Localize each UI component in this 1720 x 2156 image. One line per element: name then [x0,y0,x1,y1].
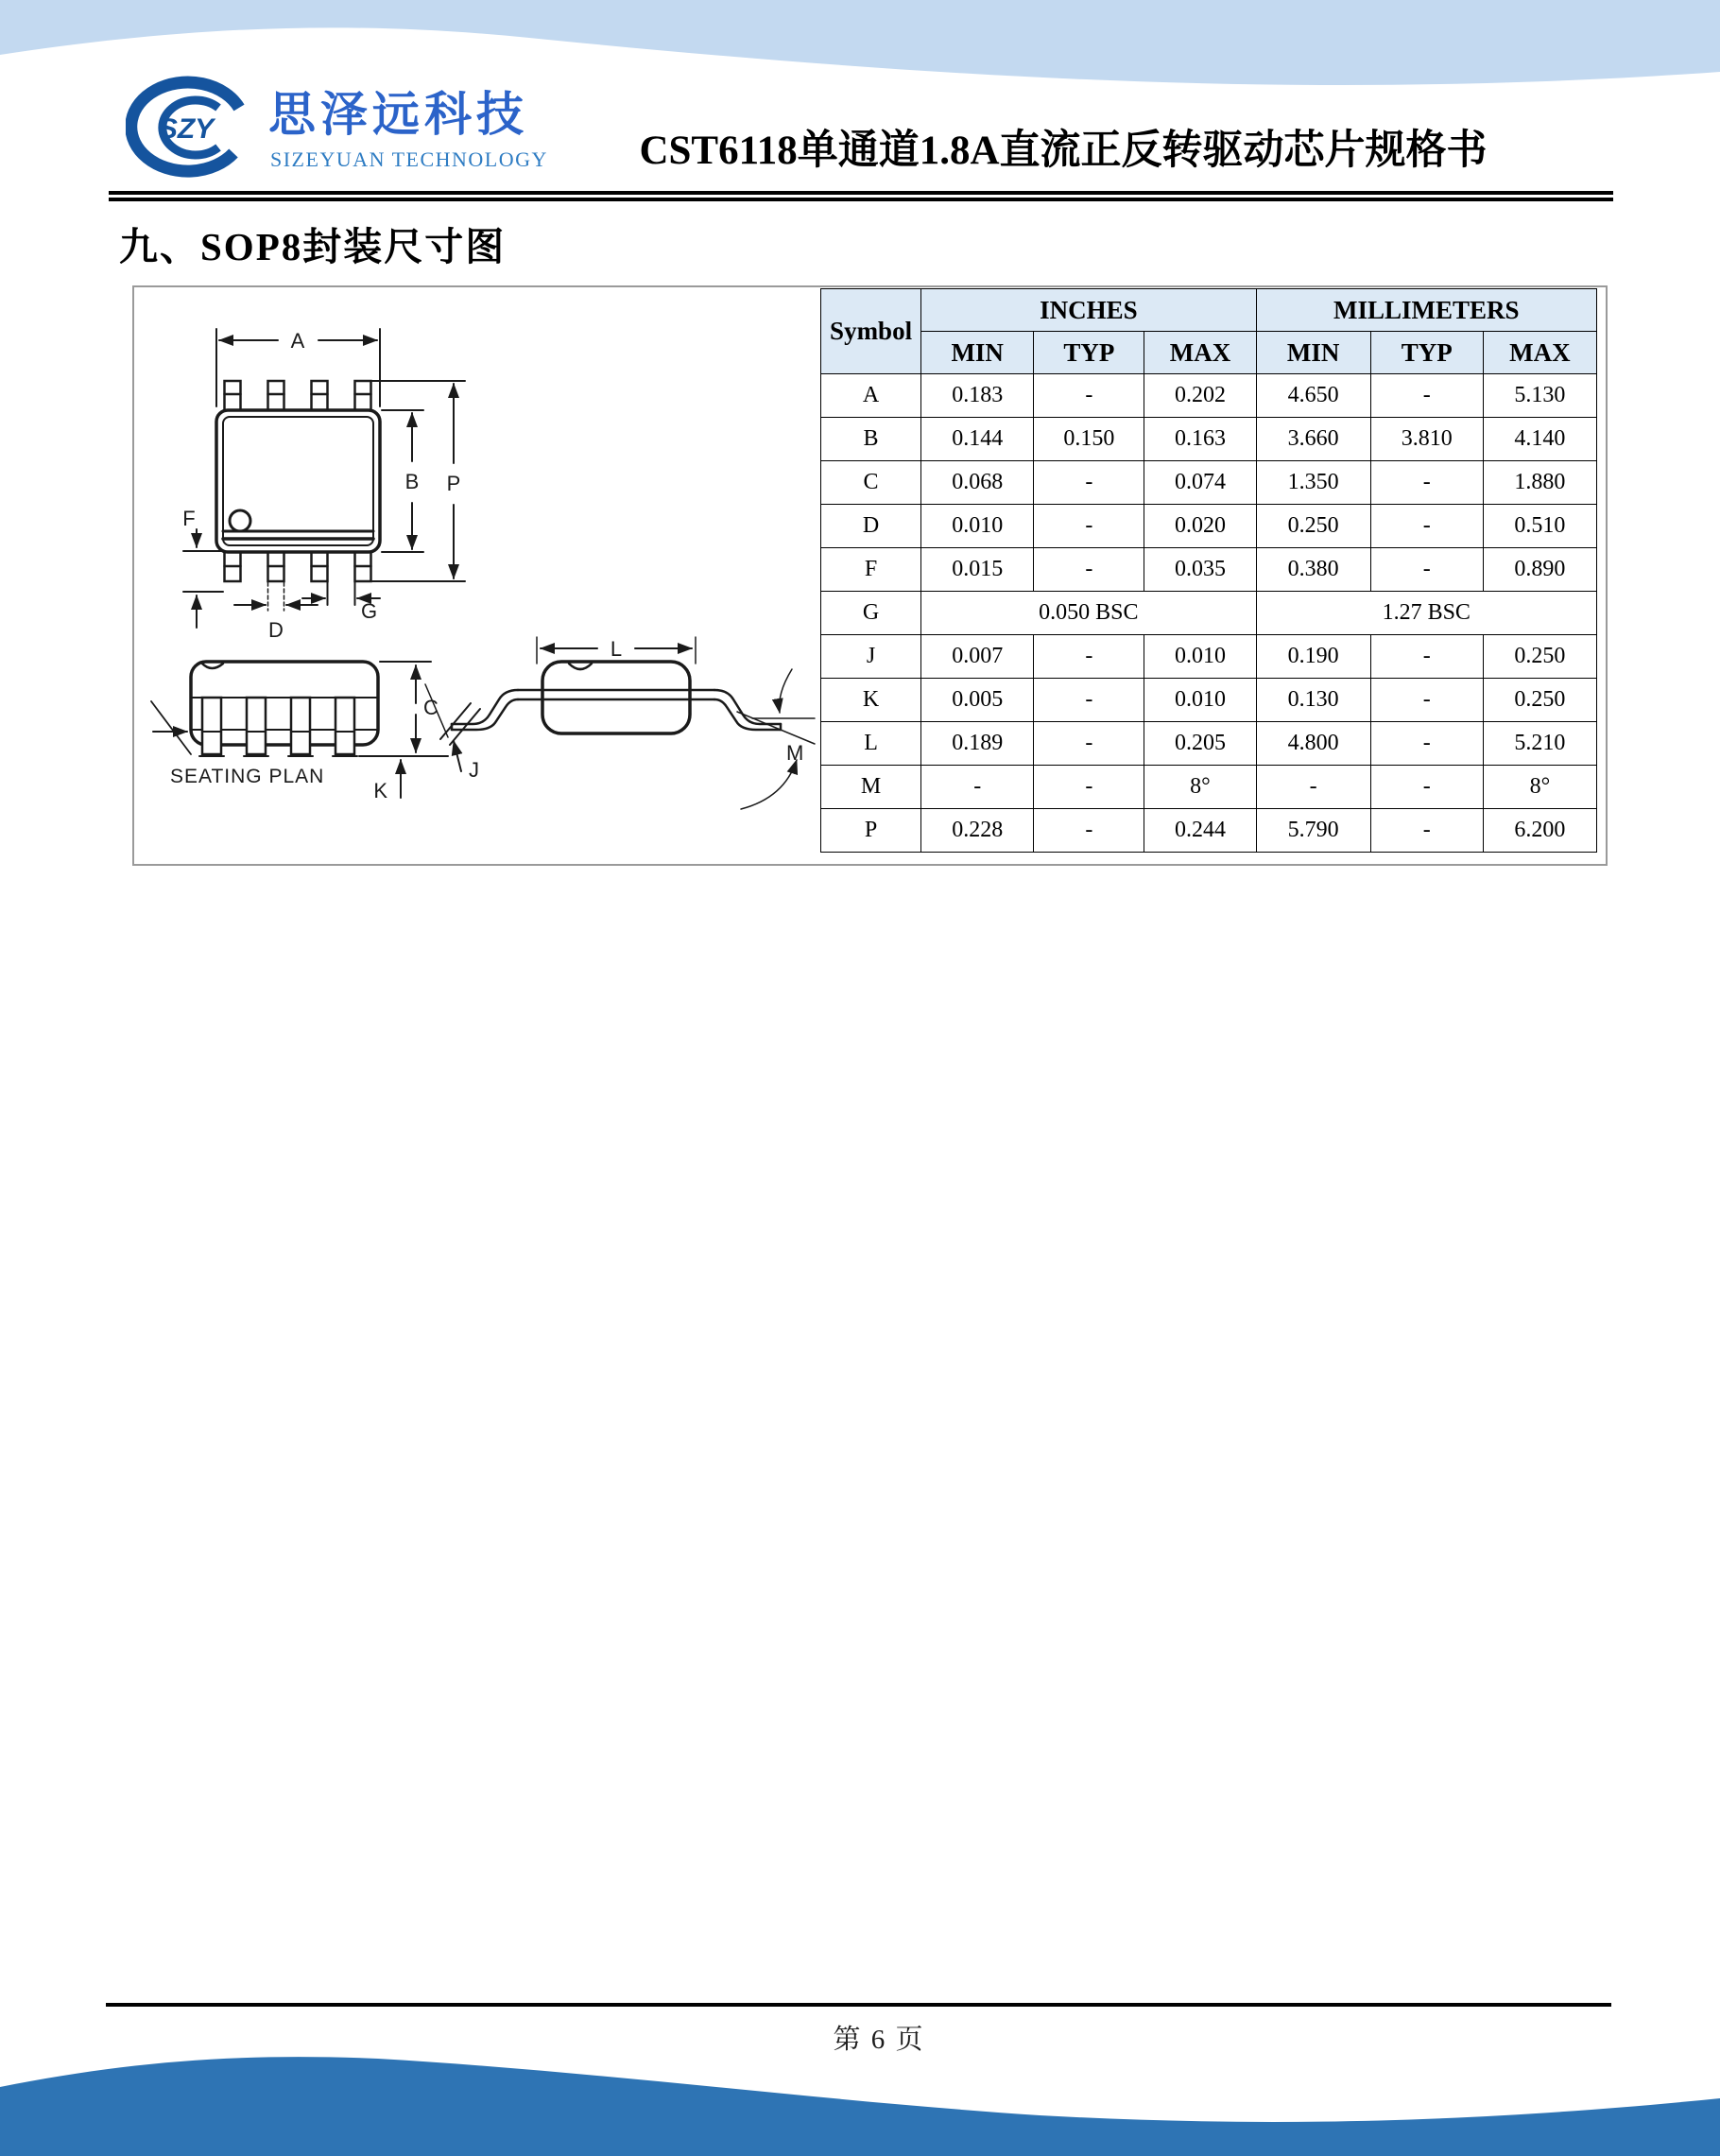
value-cell: - [1034,505,1144,548]
company-logo-icon [126,76,258,187]
value-cell: - [1034,374,1144,418]
value-cell: - [1370,766,1483,809]
page-number: 第 6 页 [833,2025,925,2055]
company-name-cn: 思泽远科技 [268,88,528,141]
value-cell: 1.880 [1483,461,1596,505]
symbol-cell: A [821,374,921,418]
value-cell: 8° [1144,766,1256,809]
col-header-in-typ: TYP [1034,332,1144,374]
table-row [821,505,1597,548]
value-cell: 0.074 [1144,461,1256,505]
value-cell: 0.130 [1256,679,1370,722]
table-row [821,374,1597,418]
symbol-cell: D [821,505,921,548]
value-cell: 6.200 [1483,809,1596,853]
footer-rule [106,2003,1611,2007]
table-row [821,766,1597,809]
header-double-rule [109,191,1613,201]
value-cell: - [1370,461,1483,505]
value-cell: - [1034,679,1144,722]
value-cell: 0.890 [1483,548,1596,592]
value-cell: 4.650 [1256,374,1370,418]
symbol-cell: B [821,418,921,461]
col-group-inches: INCHES [921,289,1256,332]
col-group-millimeters: MILLIMETERS [1256,289,1596,332]
logo-monogram: SZY [158,113,215,145]
col-header-mm-min: MIN [1256,332,1370,374]
sop8-package-drawing [136,287,826,860]
value-cell: - [1034,722,1144,766]
value-cell: 3.810 [1370,418,1483,461]
col-header-in-min: MIN [921,332,1034,374]
value-cell: 4.800 [1256,722,1370,766]
dim-label-f: F [182,507,196,530]
value-cell: 0.250 [1483,679,1596,722]
value-cell: 5.130 [1483,374,1596,418]
value-cell-inches-bsc: 0.050 BSC [921,592,1256,635]
value-cell: - [1256,766,1370,809]
package-figure-box [132,285,1608,866]
value-cell: 0.020 [1144,505,1256,548]
value-cell: 0.205 [1144,722,1256,766]
value-cell: 0.510 [1483,505,1596,548]
table-row [821,635,1597,679]
table-row [821,418,1597,461]
value-cell: 0.035 [1144,548,1256,592]
seating-plan-label: SEATING PLAN [170,766,325,787]
dim-label-k: K [373,779,387,802]
section-title: 九、SOP8封装尺寸图 [119,225,507,268]
symbol-cell: L [821,722,921,766]
value-cell: - [1034,809,1144,853]
symbol-cell: C [821,461,921,505]
value-cell-mm-bsc: 1.27 BSC [1256,592,1596,635]
value-cell: 0.250 [1483,635,1596,679]
value-cell: 0.250 [1256,505,1370,548]
document-title: CST6118单通道1.8A直流正反转驱动芯片规格书 [639,129,1488,173]
value-cell: 0.007 [921,635,1034,679]
value-cell: - [1370,679,1483,722]
symbol-cell: G [821,592,921,635]
value-cell: 0.010 [1144,679,1256,722]
bottom-wave-decoration [0,2019,1720,2156]
value-cell: 1.350 [1256,461,1370,505]
value-cell: - [1370,635,1483,679]
value-cell: - [1370,548,1483,592]
value-cell: 8° [1483,766,1596,809]
dim-label-c: C [423,696,439,719]
symbol-cell: M [821,766,921,809]
value-cell: - [1034,461,1144,505]
company-name-en: SIZEYUAN TECHNOLOGY [270,147,548,171]
value-cell: - [921,766,1034,809]
dim-label-j: J [469,758,479,782]
value-cell: 0.163 [1144,418,1256,461]
table-row [821,548,1597,592]
table-row [821,809,1597,853]
col-header-in-max: MAX [1144,332,1256,374]
value-cell: 4.140 [1483,418,1596,461]
value-cell: 0.144 [921,418,1034,461]
dimension-table-container [820,288,1601,853]
value-cell: 0.380 [1256,548,1370,592]
value-cell: 0.068 [921,461,1034,505]
col-header-symbol: Symbol [821,289,921,374]
value-cell: 3.660 [1256,418,1370,461]
value-cell: 0.244 [1144,809,1256,853]
value-cell: - [1370,722,1483,766]
value-cell: 0.005 [921,679,1034,722]
value-cell: - [1034,635,1144,679]
col-header-mm-max: MAX [1483,332,1596,374]
value-cell: 0.183 [921,374,1034,418]
dim-label-a: A [290,329,305,353]
dim-label-l: L [610,637,623,661]
value-cell: 0.189 [921,722,1034,766]
symbol-cell: P [821,809,921,853]
table-row [821,722,1597,766]
top-wave-decoration [0,0,1720,106]
value-cell: 0.015 [921,548,1034,592]
dimension-table [820,288,1597,853]
value-cell: - [1034,548,1144,592]
value-cell: 0.150 [1034,418,1144,461]
value-cell: 5.790 [1256,809,1370,853]
value-cell: - [1370,505,1483,548]
symbol-cell: K [821,679,921,722]
symbol-cell: F [821,548,921,592]
symbol-cell: J [821,635,921,679]
value-cell: 0.010 [1144,635,1256,679]
table-row [821,461,1597,505]
value-cell: 0.010 [921,505,1034,548]
value-cell: - [1370,374,1483,418]
dim-label-p: P [446,472,461,495]
table-row-bsc [821,592,1597,635]
col-header-mm-typ: TYP [1370,332,1483,374]
value-cell: - [1034,766,1144,809]
value-cell: 0.190 [1256,635,1370,679]
table-row [821,679,1597,722]
dim-label-b: B [404,470,420,493]
dim-label-m: M [786,741,804,765]
value-cell: 0.202 [1144,374,1256,418]
dim-label-d: D [268,618,284,642]
value-cell: 0.228 [921,809,1034,853]
value-cell: 5.210 [1483,722,1596,766]
dim-label-g: G [361,599,378,623]
value-cell: - [1370,809,1483,853]
